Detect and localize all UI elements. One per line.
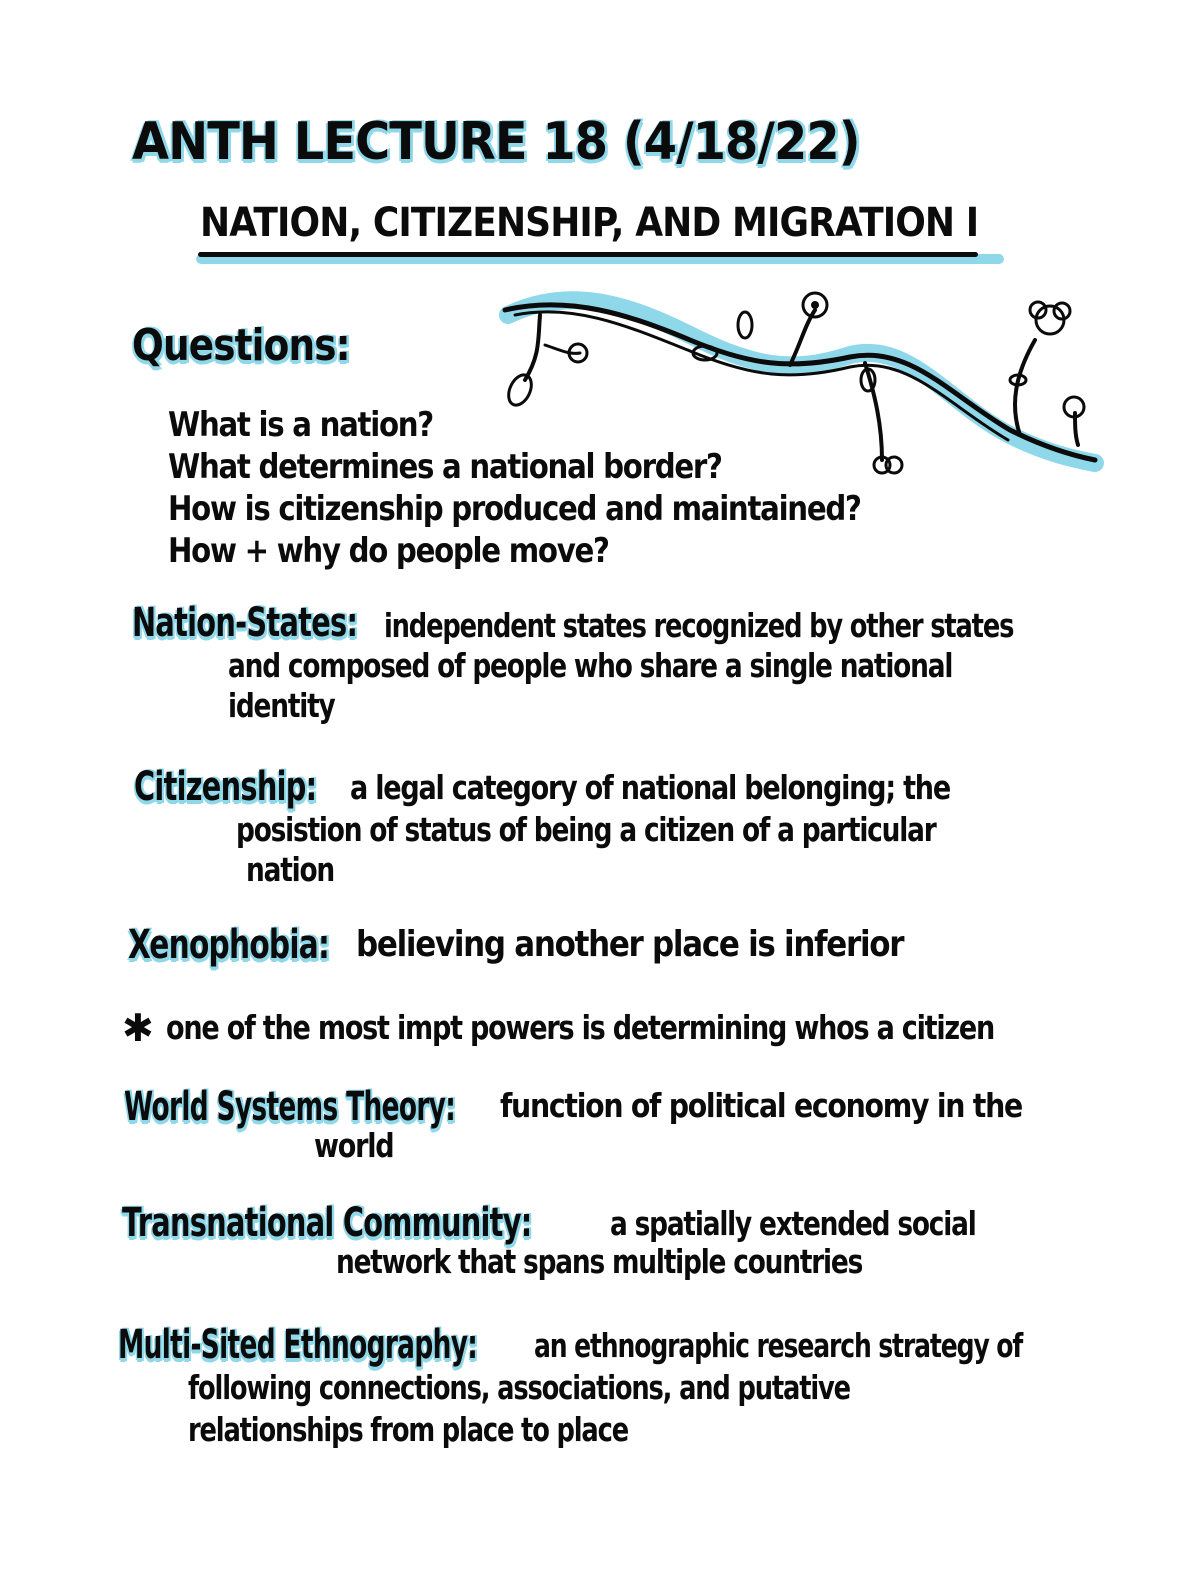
definition-line: and composed of people who share a single national [228, 646, 953, 685]
term-label: Xenophobia: [128, 922, 330, 968]
questions-heading: Questions: [132, 320, 350, 371]
subtitle-underline [198, 252, 978, 257]
definition-line: believing another place is inferior [356, 924, 904, 965]
definition-line: function of political economy in the [500, 1086, 1022, 1125]
definition-line: independent states recognized by other states [384, 606, 1014, 645]
definition-line: network that spans multiple countries [336, 1242, 863, 1281]
definition-line: following connections, associations, and putative [188, 1368, 850, 1407]
definition-line: an ethnographic research strategy of [534, 1326, 1023, 1365]
flower-vine-icon [490, 285, 1110, 495]
definition-line: identity [228, 686, 335, 725]
asterisk-icon: ✱ [122, 1006, 153, 1050]
question-item: What determines a national border? [168, 447, 722, 487]
note-text: one of the most impt powers is determining whos a citizen [166, 1008, 995, 1047]
term-label: Citizenship: [134, 764, 317, 810]
term-label: Nation-States: [132, 600, 358, 646]
page-title: ANTH LECTURE 18 (4/18/22) [132, 112, 860, 172]
definition-line: a legal category of national belonging; the [350, 768, 950, 807]
definition-line: world [314, 1126, 394, 1165]
definition-line: relationships from place to place [188, 1410, 628, 1449]
term-label: World Systems Theory: [124, 1084, 456, 1130]
question-item: How + why do people move? [168, 531, 609, 571]
page-subtitle: NATION, CITIZENSHIP, AND MIGRATION I [200, 200, 979, 246]
definition-line: nation [246, 850, 335, 889]
term-label: Transnational Community: [122, 1200, 532, 1246]
term-label: Multi-Sited Ethnography: [118, 1322, 478, 1368]
definition-line: a spatially extended social [610, 1204, 976, 1243]
question-item: How is citizenship produced and maintained? [168, 489, 861, 529]
definition-line: posistion of status of being a citizen of a particular [236, 810, 936, 849]
question-item: What is a nation? [168, 405, 433, 445]
